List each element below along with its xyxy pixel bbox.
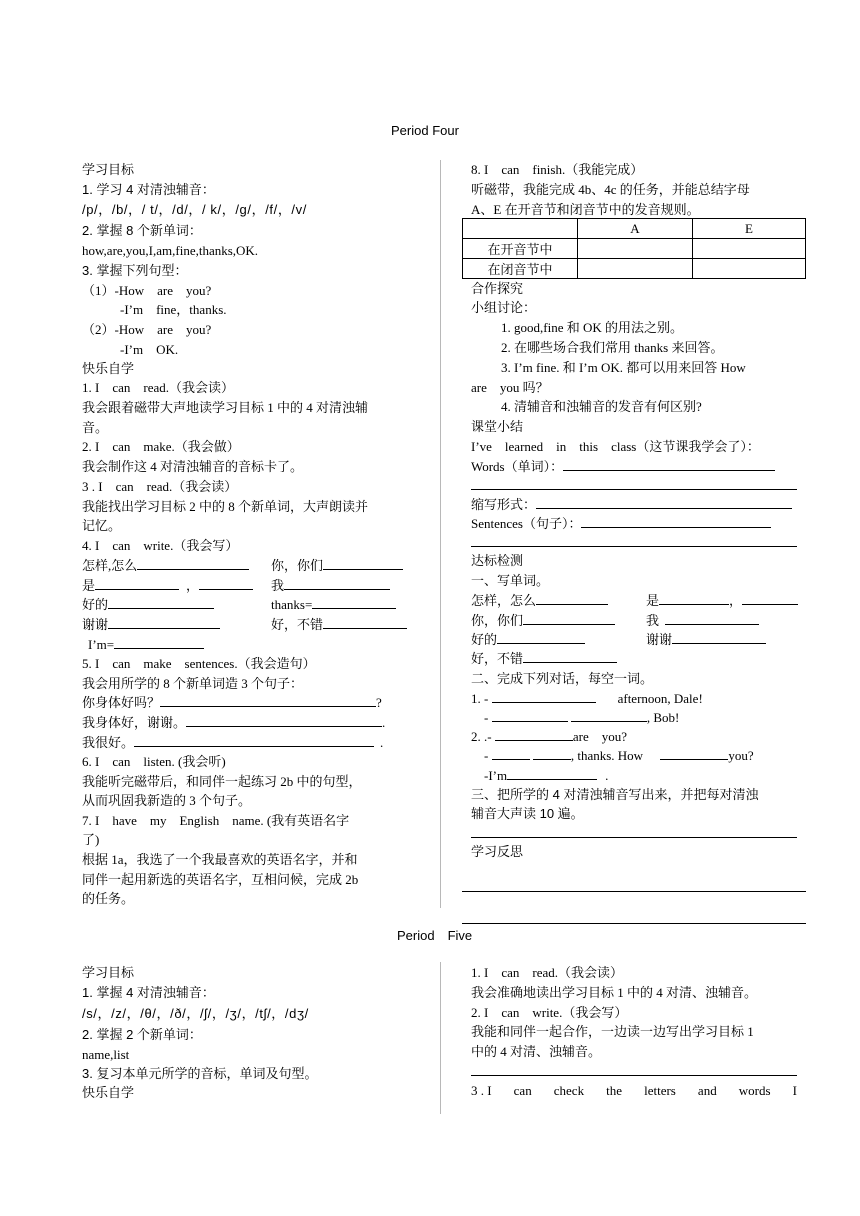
goal-2-words: name,list <box>82 1047 130 1062</box>
discussion-q3: 3. I’m fine. 和 I’m OK. 都可以用来回答 How <box>501 360 746 375</box>
discussion-q3-cont: are you 吗？ <box>471 380 549 395</box>
goal-1: 1. 掌握 4 对清浊辅音： <box>82 985 215 1000</box>
blank[interactable] <box>571 708 647 722</box>
goals-heading: 学习目标 <box>82 162 135 177</box>
task-7-title: 7. I have my English name. (我有英语名字 <box>82 813 350 828</box>
test-how: 怎样，怎么 <box>471 591 608 611</box>
task-2-title: 2. I can make.（我会做） <box>82 439 240 454</box>
task-2-desc-cont: 中的 4 对清、浊辅音。 <box>471 1044 602 1059</box>
task-1-title: 1. I can read.（我会读） <box>471 965 623 980</box>
period-four-title: Period Four <box>391 123 459 138</box>
task-1-title: 1. I can read.（我会读） <box>82 380 234 395</box>
goal-2-words: how,are,you,I,am,fine,thanks,OK. <box>82 243 259 258</box>
task-1-desc-cont: 音。 <box>82 420 109 435</box>
dialogue-1-line-1: 1. - afternoon, Dale! <box>471 691 703 706</box>
dialogue-1-line-2: - , Bob! <box>484 710 680 725</box>
section-2-title: 二、完成下列对话，每空一词。 <box>471 671 654 686</box>
write-i: 我 <box>271 576 390 596</box>
blank[interactable] <box>492 689 596 703</box>
table-row-open: 在开音节中 <box>463 239 578 259</box>
dialogue-2-line-3: -I’m . <box>484 768 609 783</box>
answer-line <box>471 1075 797 1076</box>
table-cell-input[interactable] <box>693 259 806 279</box>
task-6-title: 6. I can listen. (我会听) <box>82 754 226 769</box>
test-fine: 好，不错 <box>471 649 617 669</box>
sentences-line: Sentences（句子）： <box>471 514 771 534</box>
blank[interactable] <box>659 591 729 605</box>
blank[interactable] <box>312 595 396 609</box>
table-header-a: A <box>578 219 693 239</box>
blank[interactable] <box>492 708 568 722</box>
table-cell-input[interactable] <box>578 259 693 279</box>
test-good: 好的 <box>471 630 585 650</box>
blank[interactable] <box>536 495 792 509</box>
write-is: 是 <box>82 576 179 596</box>
task-5-desc: 我会用所学的 8 个新单词造 3 个句子： <box>82 676 304 691</box>
goal-2: 2. 掌握 2 个新单词： <box>82 1027 202 1042</box>
task-7-title-cont: 了) <box>82 832 100 847</box>
blank[interactable] <box>108 595 214 609</box>
blank[interactable] <box>492 746 530 760</box>
goals-heading: 学习目标 <box>82 965 135 980</box>
blank[interactable] <box>114 635 204 649</box>
blank[interactable] <box>199 576 253 590</box>
test-you: 你，你们 <box>471 611 615 631</box>
blank[interactable] <box>742 591 798 605</box>
blank[interactable] <box>523 649 617 663</box>
blank[interactable] <box>533 746 571 760</box>
blank[interactable] <box>137 556 249 570</box>
goal-1-phonetics: /p/，/b/，/ t/，/d/，/ k/，/g/，/f/，/v/ <box>82 202 307 217</box>
test-is: 是 ， <box>646 591 798 611</box>
summary-heading: 课堂小结 <box>471 419 524 434</box>
pattern-1-answer: -I’m fine，thanks. <box>120 302 227 317</box>
task-2-title: 2. I can write.（我会写） <box>471 1005 628 1020</box>
task-3-desc: 我能找出学习目标 2 中的 8 个新单词，大声朗读并 <box>82 499 369 514</box>
write-thank: 谢谢 <box>82 615 220 635</box>
blank[interactable] <box>160 693 376 707</box>
answer-line <box>471 837 797 838</box>
blank[interactable] <box>95 576 179 590</box>
table-cell-input[interactable] <box>578 239 693 259</box>
test-i: 我 <box>646 611 759 631</box>
task-6-desc: 我能听完磁带后，和同伴一起练习 2b 中的句型， <box>82 774 362 789</box>
dialogue-2-line-1: 2. .- are you? <box>471 729 627 744</box>
learned-line: I’ve learned in this class（这节课我学会了）： <box>471 439 760 454</box>
blank[interactable] <box>134 733 374 747</box>
blank[interactable] <box>563 457 775 471</box>
test-thank: 谢谢 <box>646 630 766 650</box>
write-you: 你，你们 <box>271 556 403 576</box>
abbreviation-line: 缩写形式： <box>471 495 792 515</box>
answer-line <box>471 546 797 547</box>
task-1-desc: 我会准确地读出学习目标 1 中的 4 对清、浊辅音。 <box>471 985 758 1000</box>
task-6-desc-cont: 从而巩固我新造的 3 个句子。 <box>82 793 252 808</box>
table-cell-input[interactable] <box>693 239 806 259</box>
task-5-title: 5. I can make sentences.（我会造句） <box>82 656 316 671</box>
column-divider <box>440 160 441 908</box>
pattern-2-answer: -I’m OK. <box>120 342 179 357</box>
pattern-1-question: （1）-How are you? <box>82 283 212 298</box>
task-3-title: 3 . I can check the letters and words I <box>471 1083 797 1098</box>
task-2-desc: 我会制作这 4 对清浊辅音的音标卡了。 <box>82 459 304 474</box>
blank[interactable] <box>581 514 771 528</box>
task-1-desc: 我会跟着磁带大声地读学习目标 1 中的 4 对清浊辅 <box>82 400 369 415</box>
task-8-desc: 听磁带，我能完成 4b、4c 的任务，并能总结字母 <box>471 182 750 197</box>
write-good: 好的 <box>82 595 214 615</box>
period-five-title: Period Five <box>397 928 473 943</box>
write-how: 怎样,怎么 <box>82 556 249 576</box>
task-2-desc: 我能和同伴一起合作，一边读一边写出学习目标 1 <box>471 1024 754 1039</box>
column-divider <box>440 962 441 1114</box>
discussion-q1: 1. good,fine 和 OK 的用法之别。 <box>501 320 683 335</box>
section-3-title-cont: 辅音大声读 10 遍。 <box>471 806 584 821</box>
goal-3: 3. 复习本单元所学的音标，单词及句型。 <box>82 1066 318 1081</box>
blank[interactable] <box>497 630 585 644</box>
task-7-desc-cont: 同伴一起用新选的英语名字，互相问候，完成 2b <box>82 872 359 887</box>
table-corner-cell <box>463 219 578 239</box>
reflection-line <box>462 923 806 924</box>
goal-2: 2. 掌握 8 个新单词： <box>82 223 202 238</box>
task-3-desc-cont: 记忆。 <box>82 518 122 533</box>
blank[interactable] <box>323 556 403 570</box>
goal-1-phonetics: /s/，/z/，/θ/，/ð/，/ʃ/，/ʒ/，/tʃ/，/dʒ/ <box>82 1006 309 1021</box>
reflection-line <box>462 891 806 892</box>
blank[interactable] <box>660 746 728 760</box>
reflection-heading: 学习反思 <box>471 844 524 859</box>
task-8-desc-cont: A、E 在开音节和闭音节中的发音规则。 <box>471 202 700 217</box>
blank[interactable] <box>507 766 597 780</box>
blank[interactable] <box>284 576 390 590</box>
table-header-e: E <box>693 219 806 239</box>
blank[interactable] <box>536 591 608 605</box>
happy-study-heading: 快乐自学 <box>82 1085 135 1100</box>
section-3-title: 三、把所学的 4 对清浊辅音写出来，并把每对清浊 <box>471 787 759 802</box>
blank[interactable] <box>523 611 615 625</box>
write-fine: 好，不错 <box>271 615 407 635</box>
write-thanks: thanks= <box>271 595 396 615</box>
dialogue-2-line-2: - , thanks. How you? <box>484 748 754 763</box>
happy-study-heading: 快乐自学 <box>82 361 135 376</box>
task-3-title: 3 . I can read.（我会读） <box>82 479 238 494</box>
task-7-desc-end: 的任务。 <box>82 891 135 906</box>
vowel-rule-table <box>462 218 806 279</box>
words-line: Words（单词）： <box>471 457 775 477</box>
cooperation-heading: 合作探究 <box>471 281 524 296</box>
sentence-1: 你身体好吗？ ? <box>82 695 382 710</box>
section-1-title: 一、写单词。 <box>471 573 550 588</box>
write-im: I’m= <box>88 635 204 655</box>
goal-1: 1. 学习 4 对清浊辅音： <box>82 182 215 197</box>
answer-line <box>471 489 797 490</box>
task-8-title: 8. I can finish.（我能完成） <box>471 162 644 177</box>
table-row-closed: 在闭音节中 <box>463 259 578 279</box>
test-heading: 达标检测 <box>471 553 524 568</box>
blank[interactable] <box>323 615 407 629</box>
task-7-desc: 根据 1a，我选了一个我最喜欢的英语名字，并和 <box>82 852 358 867</box>
task-4-title: 4. I can write.（我会写） <box>82 538 239 553</box>
write-comma: ， <box>186 576 253 596</box>
blank[interactable] <box>186 713 382 727</box>
pattern-2-question: （2）-How are you? <box>82 322 212 337</box>
discussion-q2: 2. 在哪些场合我们常用 thanks 来回答。 <box>501 340 724 355</box>
sentence-3: 我很好。 . <box>82 735 384 750</box>
blank[interactable] <box>665 611 759 625</box>
sentence-2: 我身体好，谢谢。 . <box>82 715 386 730</box>
blank[interactable] <box>108 615 220 629</box>
discussion-q4: 4. 清辅音和浊辅音的发音有何区别? <box>501 399 702 414</box>
blank[interactable] <box>672 630 766 644</box>
blank[interactable] <box>495 727 573 741</box>
goal-3: 3. 掌握下列句型： <box>82 263 188 278</box>
group-discussion: 小组讨论： <box>471 300 537 315</box>
